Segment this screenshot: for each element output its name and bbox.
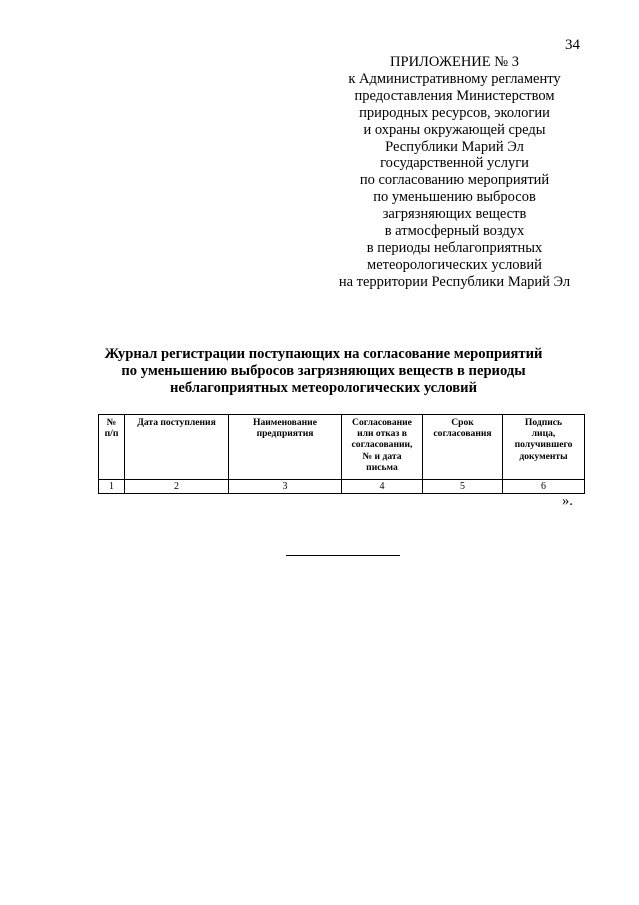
- header-text-line: лица,: [531, 428, 556, 440]
- separator-line: [286, 555, 400, 556]
- header-text-line: предприятия: [256, 428, 314, 440]
- appendix-line: загрязняющих веществ: [382, 206, 527, 223]
- table-header-cell: [229, 415, 342, 480]
- header-text-line: документы: [519, 450, 568, 462]
- journal-table: [98, 414, 585, 494]
- table-header-cell: [342, 415, 423, 480]
- journal-title-line: по уменьшению выбросов загрязняющих веществ в периоды: [121, 362, 526, 379]
- header-text-line: Подпись: [524, 417, 563, 428]
- header-text-line: согласования: [433, 428, 492, 440]
- page-number: 34: [565, 37, 580, 53]
- appendix-line: по согласованию мероприятий: [359, 172, 550, 189]
- table-number-cell: 6: [503, 480, 585, 494]
- appendix-line: на территории Республики Марий Эл: [338, 273, 571, 290]
- table-numbering-row: [99, 480, 585, 494]
- table-number-cell: 2: [125, 480, 229, 494]
- journal-title-line: Журнал регистрации поступающих на согласование мероприятий: [104, 346, 543, 362]
- table-header-cell: [503, 415, 585, 480]
- appendix-line: и охраны окружающей среды: [363, 121, 546, 138]
- appendix-line: природных ресурсов, экологии: [359, 104, 550, 121]
- header-text-line: или отказ в: [357, 428, 407, 440]
- header-text-line: письма: [366, 461, 398, 473]
- table-number-cell: 3: [229, 480, 342, 494]
- appendix-line: метеорологических условий: [367, 256, 542, 273]
- table-header-row: [99, 415, 585, 480]
- appendix-line: по уменьшению выбросов: [373, 189, 536, 206]
- table-header-cell: [99, 415, 125, 480]
- appendix-line: к Административному регламенту: [348, 70, 561, 87]
- table-number-cell: 4: [342, 480, 423, 494]
- header-text-line: № и дата: [362, 450, 402, 462]
- table-number-cell: 5: [423, 480, 503, 494]
- appendix-line: государственной услуги: [380, 155, 529, 172]
- appendix-heading: [327, 54, 582, 291]
- header-text-line: Дата поступления: [137, 417, 216, 428]
- appendix-line: в периоды неблагоприятных: [366, 239, 543, 256]
- table-header-cell: [423, 415, 503, 480]
- header-text-line: согласовании,: [351, 439, 413, 451]
- table-header-cell: [125, 415, 229, 480]
- header-text-line: №: [106, 417, 117, 428]
- journal-title: [92, 346, 555, 396]
- table-number-cell: 1: [99, 480, 125, 494]
- appendix-line: предоставления Министерством: [354, 87, 555, 104]
- header-text-line: Наименование: [253, 417, 317, 428]
- appendix-line: Республики Марий Эл: [385, 138, 524, 155]
- appendix-line: ПРИЛОЖЕНИЕ № 3: [390, 54, 519, 70]
- appendix-line: в атмосферный воздух: [384, 223, 525, 240]
- header-text-line: получившего: [514, 439, 573, 451]
- header-text-line: п/п: [104, 428, 119, 440]
- header-text-line: Срок: [451, 417, 474, 428]
- closing-quote: ».: [562, 493, 573, 509]
- journal-title-line: неблагоприятных метеорологических условий: [170, 379, 477, 396]
- header-text-line: Согласование: [352, 417, 412, 428]
